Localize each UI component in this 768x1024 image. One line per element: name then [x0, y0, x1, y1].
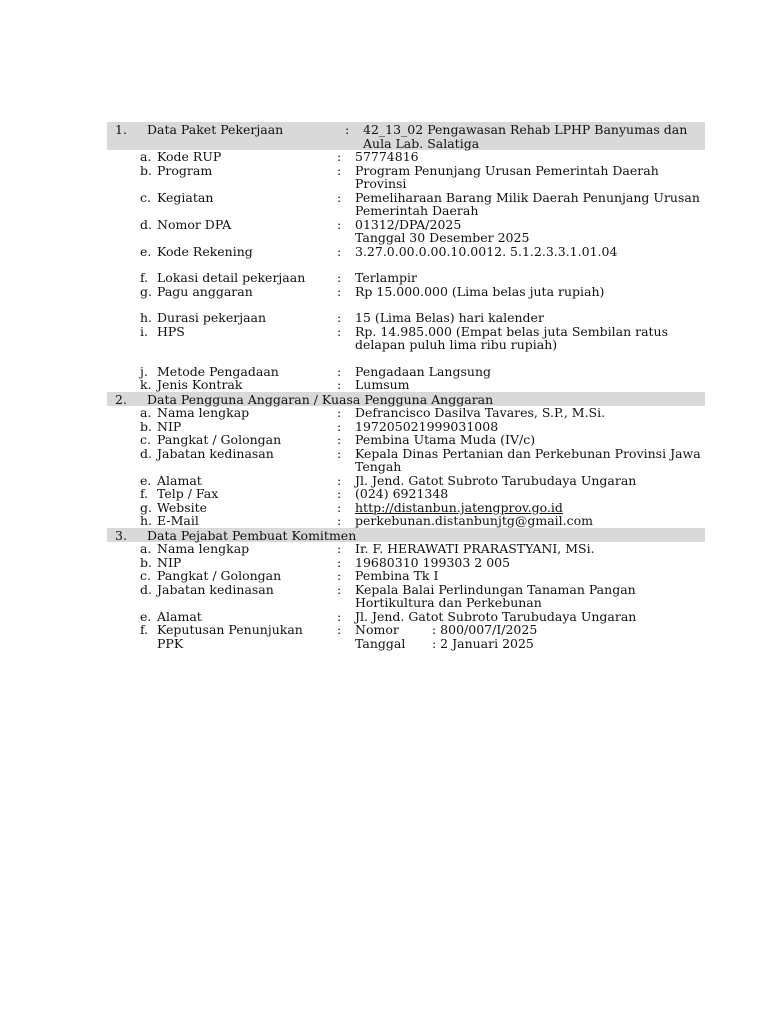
item-value: Rp 15.000.000 (Lima belas juta rupiah)	[355, 283, 605, 299]
item-label: Alamat	[157, 472, 202, 488]
section-label: Data Pejabat Pembuat Komitmen	[147, 527, 357, 543]
item-label: Program	[157, 162, 213, 178]
item-label: Website	[157, 499, 208, 515]
colon: :	[337, 513, 342, 528]
colon: :	[337, 554, 342, 570]
colon: :	[337, 377, 342, 392]
item-value	[355, 218, 705, 245]
item-label: Jenis Kontrak	[157, 377, 243, 392]
colon: :	[337, 472, 342, 488]
row-telp	[107, 487, 705, 501]
item-letter: k.	[140, 377, 152, 392]
item-label: Pagu anggaran	[157, 283, 253, 299]
dpa-date: Tanggal 30 Desember 2025	[355, 230, 530, 245]
section-number: 1.	[115, 122, 127, 137]
colon: :	[337, 162, 342, 178]
row-lokasi	[107, 271, 705, 285]
row-nama-pa	[107, 406, 705, 420]
colon: :	[337, 486, 342, 501]
item-letter: d.	[140, 581, 152, 597]
item-value	[355, 623, 705, 650]
colon: :	[337, 149, 342, 164]
item-letter: e.	[140, 608, 152, 624]
colon: :	[337, 243, 342, 259]
item-letter: g.	[140, 499, 152, 515]
item-letter: a.	[140, 149, 152, 164]
item-value: Jl. Jend. Gatot Subroto Tarubudaya Ungaran	[355, 608, 637, 624]
item-label: Nama lengkap	[157, 541, 250, 556]
item-label: E-Mail	[157, 513, 199, 528]
row-alamat-ppk	[107, 610, 705, 624]
colon: :	[337, 499, 342, 515]
item-value: 57774816	[355, 149, 419, 164]
colon: :	[337, 270, 342, 285]
tanggal-line	[355, 637, 705, 651]
section-2-header	[107, 392, 705, 407]
item-value: perkebunan.distanbunjtg@gmail.com	[355, 513, 594, 528]
item-value: Pemeliharaan Barang Milik Daerah Penunjang Urusan Pemerintah Daerah	[355, 189, 700, 218]
item-label: HPS	[157, 323, 185, 339]
section-3-header	[107, 528, 705, 543]
item-value: Pengadaan Langsung	[355, 363, 492, 379]
item-letter: c.	[140, 189, 151, 205]
ppk-label: PPK	[157, 635, 184, 651]
item-letter: e.	[140, 243, 152, 259]
row-pagu	[107, 285, 705, 299]
item-letter: g.	[140, 283, 152, 299]
colon: :	[337, 310, 342, 325]
row-kegiatan	[107, 191, 705, 218]
colon: :	[337, 445, 342, 461]
item-letter: b.	[140, 554, 152, 570]
row-durasi	[107, 311, 705, 325]
item-label	[157, 623, 337, 650]
colon: :	[337, 418, 342, 434]
row-nomor-dpa	[107, 218, 705, 245]
package-name-value: 42_13_02 Pengawasan Rehab LPHP Banyumas dan Aula Lab. Salatiga	[363, 122, 688, 151]
colon: :	[337, 432, 342, 447]
row-jabatan-ppk	[107, 583, 705, 610]
row-jabatan-pa	[107, 447, 705, 474]
item-label: NIP	[157, 418, 182, 434]
item-value: Terlampir	[355, 270, 418, 285]
item-label: NIP	[157, 554, 182, 570]
item-letter: e.	[140, 472, 152, 488]
item-label: Telp / Fax	[157, 486, 219, 501]
item-value: Program Penunjang Urusan Pemerintah Daerah Provinsi	[355, 162, 659, 191]
item-label: Metode Pengadaan	[157, 363, 279, 379]
row-program	[107, 164, 705, 191]
colon: :	[337, 405, 342, 420]
row-nip-ppk	[107, 556, 705, 570]
row-website	[107, 501, 705, 515]
item-value: 197205021999031008	[355, 418, 499, 434]
website-link[interactable]: http://distanbun.jatengprov.go.id	[355, 499, 563, 515]
colon: :	[337, 608, 342, 624]
item-value: Defrancisco Dasilva Tavares, S.P., M.Si.	[355, 405, 606, 420]
item-label: Jabatan kedinasan	[157, 445, 274, 461]
colon: :	[337, 363, 342, 379]
item-label: Nomor DPA	[157, 216, 232, 232]
section-number: 3.	[115, 527, 127, 543]
section-number: 2.	[115, 391, 127, 407]
item-value: Kepala Dinas Pertanian dan Perkebunan Provinsi Jawa Tengah	[355, 445, 701, 474]
row-hps	[107, 325, 705, 352]
keputusan-label: Keputusan Penunjukan	[157, 622, 303, 637]
section-label: Data Pengguna Anggaran / Kuasa Pengguna Anggaran	[147, 391, 494, 407]
item-letter: f.	[140, 622, 149, 637]
row-pangkat-pa	[107, 433, 705, 447]
item-letter: d.	[140, 445, 152, 461]
item-letter: f.	[140, 486, 149, 501]
item-letter: c.	[140, 432, 151, 447]
item-label: Kode RUP	[157, 149, 222, 164]
item-label: Pangkat / Golongan	[157, 568, 282, 583]
colon: :	[337, 541, 342, 556]
item-letter: j.	[140, 363, 148, 379]
colon: :	[337, 622, 342, 637]
item-value: Kepala Balai Perlindungan Tanaman Pangan Hortikultura dan Perkebunan	[355, 581, 636, 610]
item-value: 19680310 199303 2 005	[355, 554, 511, 570]
row-nip-pa	[107, 420, 705, 434]
item-label: Kode Rekening	[157, 243, 253, 259]
item-letter: b.	[140, 162, 152, 178]
item-label: Jabatan kedinasan	[157, 581, 274, 597]
item-letter: b.	[140, 418, 152, 434]
item-label: Durasi pekerjaan	[157, 310, 267, 325]
item-value: Rp. 14.985.000 (Empat belas juta Sembilan ratus delapan puluh lima ribu rupiah)	[355, 323, 669, 352]
colon: :	[337, 283, 342, 299]
colon: :	[337, 216, 342, 232]
procurement-data-table	[107, 122, 705, 650]
item-value: 3.27.0.00.0.00.10.0012. 5.1.2.3.3.1.01.04	[355, 243, 618, 259]
row-alamat-pa	[107, 474, 705, 488]
item-value: Jl. Jend. Gatot Subroto Tarubudaya Ungaran	[355, 472, 637, 488]
item-letter: f.	[140, 270, 149, 285]
row-metode	[107, 365, 705, 379]
colon: :	[337, 189, 342, 205]
item-value: Ir. F. HERAWATI PRARASTYANI, MSi.	[355, 541, 595, 556]
row-email	[107, 514, 705, 528]
item-letter: i.	[140, 323, 148, 339]
item-letter: h.	[140, 513, 153, 528]
row-keputusan-ppk	[107, 623, 705, 650]
item-letter: a.	[140, 405, 152, 420]
item-value: (024) 6921348	[355, 486, 449, 501]
section-label: Data Paket Pekerjaan	[147, 122, 284, 137]
dpa-number: 01312/DPA/2025	[355, 216, 462, 232]
row-jenis-kontrak	[107, 378, 705, 392]
nomor-key: Nomor	[355, 622, 399, 637]
tanggal-value: : 2 Januari 2025	[432, 635, 534, 651]
row-nama-ppk	[107, 542, 705, 556]
item-label: Nama lengkap	[157, 405, 250, 420]
colon: :	[345, 122, 350, 137]
item-letter: d.	[140, 216, 152, 232]
colon: :	[337, 323, 342, 339]
row-kode-rekening	[107, 245, 705, 259]
colon: :	[337, 581, 342, 597]
item-label: Lokasi detail pekerjaan	[157, 270, 306, 285]
item-value: Lumsum	[355, 377, 410, 392]
colon: :	[337, 568, 342, 583]
item-letter: h.	[140, 310, 153, 325]
row-kode-rup	[107, 150, 705, 164]
item-letter: c.	[140, 568, 151, 583]
item-value: 15 (Lima Belas) hari kalender	[355, 310, 544, 325]
item-label: Pangkat / Golongan	[157, 432, 282, 447]
section-1-header	[107, 122, 705, 150]
item-value: Pembina Tk I	[355, 568, 439, 583]
row-pangkat-ppk	[107, 569, 705, 583]
item-label: Kegiatan	[157, 189, 214, 205]
nomor-value: : 800/007/I/2025	[432, 622, 538, 637]
nomor-line	[355, 623, 705, 637]
item-letter: a.	[140, 541, 152, 556]
item-label: Alamat	[157, 608, 202, 624]
tanggal-key: Tanggal	[355, 635, 406, 651]
item-value: Pembina Utama Muda (IV/c)	[355, 432, 536, 447]
